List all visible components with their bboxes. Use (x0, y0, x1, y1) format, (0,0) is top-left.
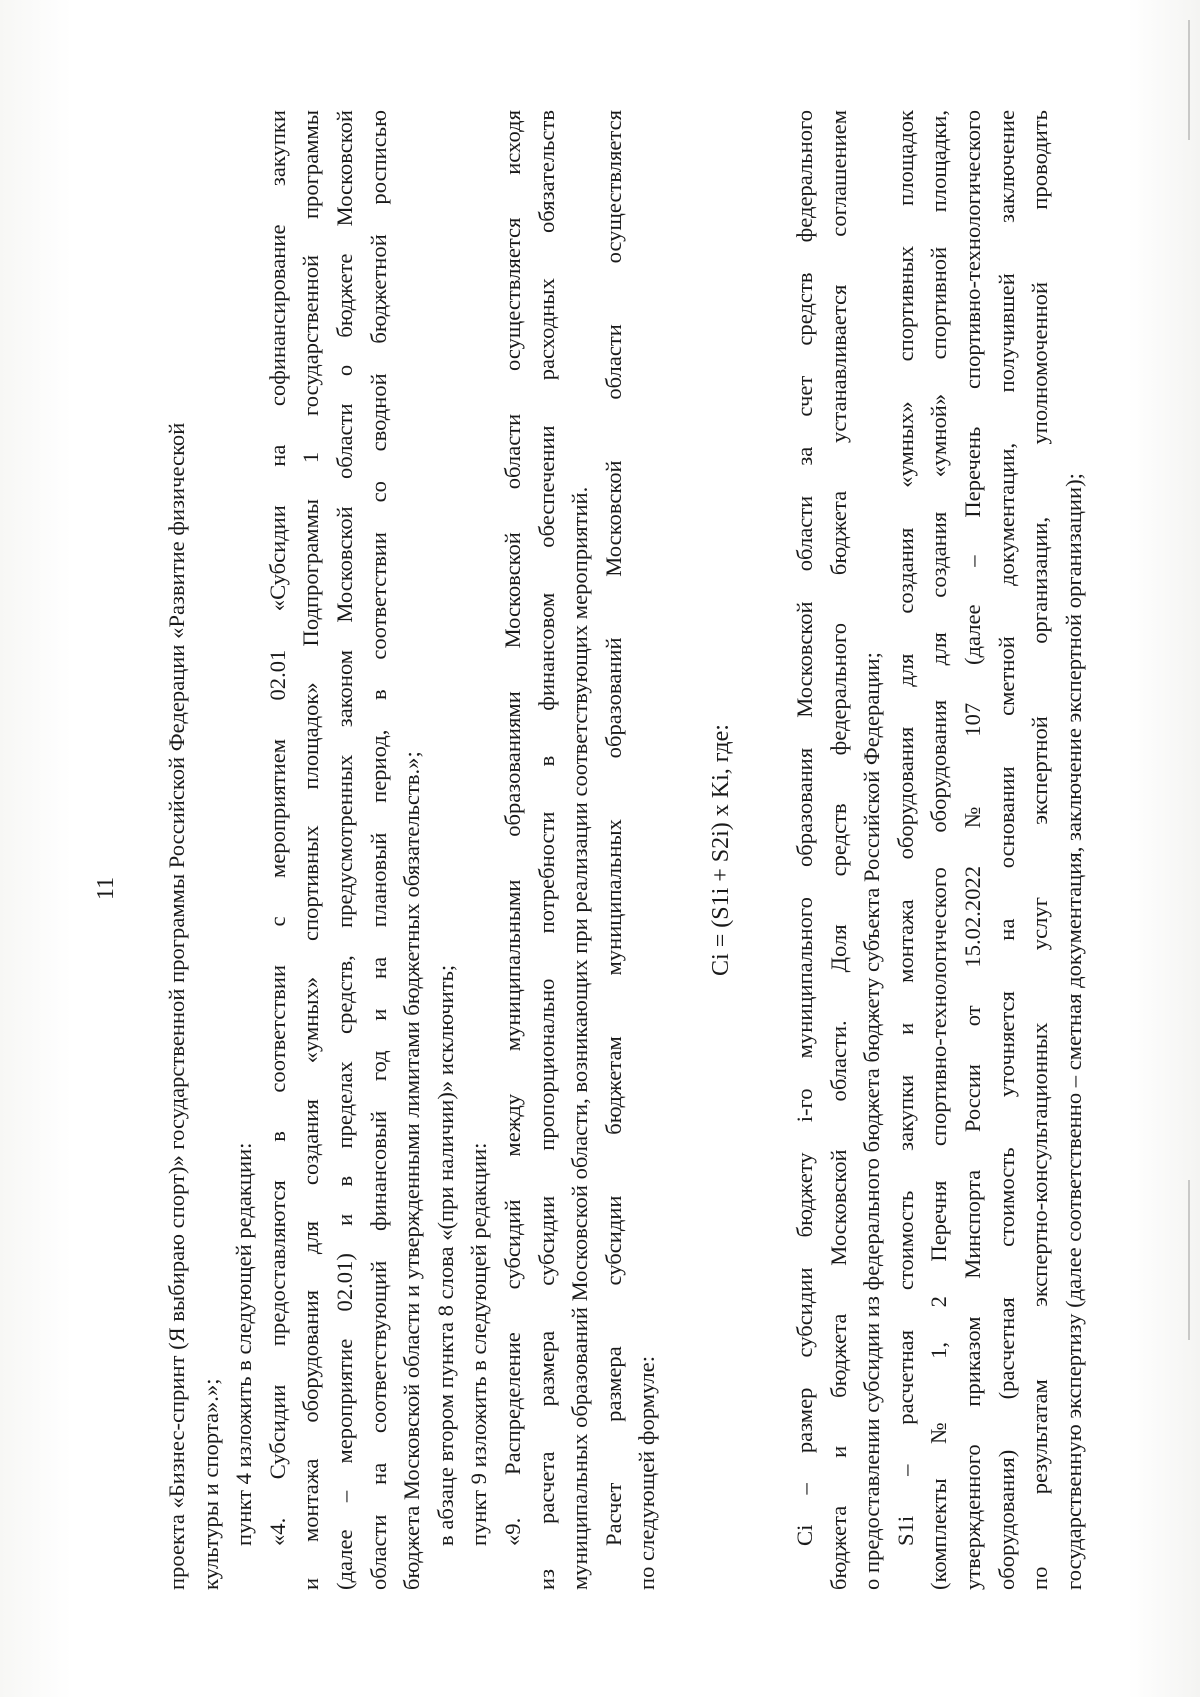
text-line: «9. Распределение субсидий между муниципальными образованиями Московской области осуществляется исходя (499, 110, 525, 1546)
text-line: культуры и спорта».»; (197, 1378, 223, 1590)
text-line: по следующей формуле: (634, 1356, 660, 1590)
text-line: Расчет размера субсидии бюджетам муниципальных образований Московской области осуществляется (600, 110, 626, 1546)
text-line: из расчета размера субсидии пропорционально потребности в финансовом обеспечении расходных обязательств (533, 110, 559, 1590)
text-line: муниципальных образований Московской области, возникающих при реализации соответствующих мероприятий. (567, 486, 593, 1590)
scan-edge-mark (1188, 20, 1190, 140)
text-line: (комплекты № 1, 2 Перечня спортивно-технологического оборудования для создания «умной» спортивной площадки, (926, 110, 952, 1590)
text-line: в абзаце втором пункта 8 слова «(при наличии)» исключить; (432, 964, 458, 1546)
bottom-text-block (788, 110, 1090, 1590)
scan-edge-mark (1188, 1180, 1190, 1340)
top-text-block (160, 110, 664, 1590)
text-line: (далее – мероприятие 02.01) и в пределах средств, предусмотренных законом Московской области о бюджете Московской (331, 110, 357, 1590)
text-line: оборудования) (расчетная стоимость уточняется на основании сметной документации, получившей заключение (993, 110, 1019, 1590)
page-number: 11 (93, 876, 119, 900)
text-line: о предоставлении субсидии из федерального бюджета бюджету субъекта Российской Федерации; (859, 652, 885, 1590)
text-line: государственную экспертизу (далее соответственно – сметная документация, заключение экспертной организации); (1060, 473, 1086, 1590)
text-line: утвержденного приказом Минспорта России от 15.02.2022 № 107 (далее – Перечень спортивно-технологического (959, 110, 985, 1590)
text-line: области на соответствующий финансовый год и на плановый период, в соответствии со сводной бюджетной росписью (365, 110, 391, 1590)
text-line: по результатам экспертно-консультационных услуг экспертной организации, уполномоченной проводить (1027, 110, 1053, 1590)
text-line: проекта «Бизнес-спринт (Я выбираю спорт)» государственной программы Российской Федерации «Развитие физической (164, 422, 189, 1590)
text-line: пункт 4 изложить в следующей редакции: (231, 1142, 257, 1546)
text-line: Ci – размер субсидии бюджету i-го муниципального образования Московской области за счет средств федерального (792, 110, 817, 1546)
text-line: бюджета Московской области и утвержденными лимитами бюджетных обязательств.»; (399, 751, 425, 1590)
text-line: «4. Субсидии предоставляются в соответствии с мероприятием 02.01 «Субсидии на софинансирование закупки (264, 110, 290, 1546)
text-line: S1i – расчетная стоимость закупки и монтажа оборудования для создания «умных» спортивных площадок (892, 110, 918, 1546)
text-line: пункт 9 изложить в следующей редакции: (466, 1142, 492, 1546)
formula: Ci = (S1i + S2i) x Ki, где: (708, 724, 734, 976)
rotated-text-area (93, 110, 1086, 1590)
text-line: и монтажа оборудования для создания «умных» спортивных площадок» Подпрограммы 1 государственной программы (298, 110, 324, 1590)
text-line: бюджета и бюджета Московской области. Доля средств федерального бюджета устанавливается соглашением (825, 110, 851, 1590)
